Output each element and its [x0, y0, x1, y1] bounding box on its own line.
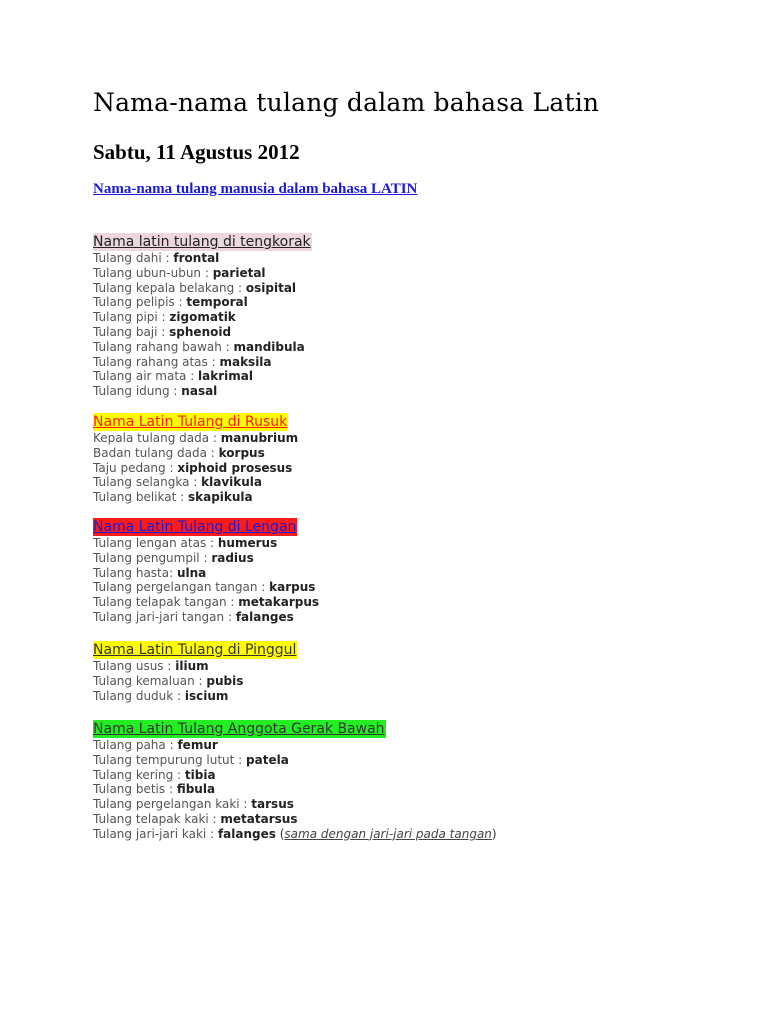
bone-label: Tulang kemaluan : — [93, 673, 207, 688]
bone-label: Tulang pipi : — [93, 310, 170, 325]
bone-label: Tulang pergelangan tangan : — [93, 580, 270, 595]
list-item — [93, 812, 497, 827]
latin-name: parietal — [212, 265, 266, 280]
bone-list — [93, 536, 319, 625]
bone-label: Tulang duduk : — [93, 688, 185, 703]
section-rusuk — [93, 413, 298, 505]
note-text: sama dengan jari-jari pada tangan — [284, 826, 492, 841]
list-item — [93, 595, 319, 610]
heading-text: ama Latin Tulang di Lengan — [103, 519, 297, 535]
bone-label: Tulang jari-jari tangan : — [93, 609, 236, 624]
list-item — [93, 325, 312, 340]
list-item — [93, 536, 319, 551]
page-title: Nama-nama tulang dalam bahasa Latin — [93, 88, 600, 117]
bone-label: Tulang pengumpil : — [93, 550, 212, 565]
bone-label: Tulang jari-jari kaki : — [93, 826, 218, 841]
list-item — [93, 251, 312, 266]
bone-label: Tulang kering : — [93, 767, 185, 782]
list-item — [93, 782, 497, 797]
latin-name: mandibula — [233, 339, 305, 354]
latin-name: sphenoid — [169, 324, 232, 339]
latin-name: ulna — [176, 565, 207, 580]
list-item — [93, 610, 319, 625]
post-date: Sabtu, 11 Agustus 2012 — [93, 140, 300, 164]
latin-name: zigomatik — [169, 310, 236, 325]
list-item — [93, 827, 497, 842]
heading-text: ama Latin Tulang Anggota Gerak Bawah — [103, 721, 385, 737]
list-item — [93, 797, 497, 812]
bone-label: Tulang hasta: — [93, 565, 177, 580]
latin-name: metakarpus — [238, 595, 320, 610]
bone-label: Tulang rahang bawah : — [93, 339, 234, 354]
bone-label: Tulang dahi : — [93, 251, 174, 265]
latin-name: karpus — [269, 580, 316, 595]
latin-name: nasal — [181, 384, 218, 399]
bone-label: Tulang selangka : — [93, 475, 202, 490]
list-item — [93, 566, 319, 581]
bone-label: Tulang belikat : — [93, 490, 188, 505]
latin-name: tibia — [184, 767, 216, 782]
section-heading — [93, 518, 297, 536]
list-item — [93, 310, 312, 325]
list-item — [93, 266, 312, 281]
list-item — [93, 551, 319, 566]
latin-name: pubis — [206, 673, 244, 688]
latin-name: xiphoid prosesus — [177, 460, 293, 475]
latin-name: frontal — [173, 251, 220, 265]
latin-name: manubrium — [220, 431, 299, 445]
bone-label: Tulang baji : — [93, 324, 170, 339]
note-open-paren: ( — [275, 826, 285, 841]
list-item — [93, 490, 298, 505]
bone-label: Tulang air mata : — [93, 369, 199, 384]
bone-label: Tulang rahang atas : — [93, 354, 220, 369]
bone-label: Badan tulang dada : — [93, 445, 219, 460]
bone-label: Tulang usus : — [93, 659, 176, 673]
bone-label: Tulang telapak kaki : — [93, 811, 221, 826]
bone-label: Taju pedang : — [93, 460, 178, 475]
list-item — [93, 446, 298, 461]
latin-name: maksila — [219, 354, 272, 369]
bone-list — [93, 738, 497, 842]
latin-name: ilium — [175, 659, 209, 673]
section-heading — [93, 720, 386, 738]
latin-name: klavikula — [201, 475, 263, 490]
heading-initial: N — [93, 642, 104, 658]
bone-label: Tulang pelipis : — [93, 295, 187, 310]
note-close-paren: ) — [491, 826, 497, 841]
heading-initial: N — [93, 721, 104, 737]
bone-label: Kepala tulang dada : — [93, 431, 221, 445]
latin-name: temporal — [186, 295, 248, 310]
list-item — [93, 355, 312, 370]
bone-label: Tulang telapak tangan : — [93, 595, 239, 610]
bone-label: Tulang idung : — [93, 384, 182, 399]
latin-name: radius — [211, 550, 254, 565]
heading-initial: N — [93, 234, 104, 250]
section-lengan — [93, 518, 319, 625]
heading-text: ama Latin Tulang di Rusuk — [103, 414, 288, 430]
section-tengkorak — [93, 233, 312, 399]
latin-name: tarsus — [251, 797, 294, 812]
bone-label: Tulang paha : — [93, 738, 178, 752]
bone-list — [93, 251, 312, 399]
list-item — [93, 340, 312, 355]
bone-label: Tulang betis : — [93, 782, 177, 797]
latin-name: falanges — [217, 826, 276, 841]
list-item — [93, 384, 312, 399]
list-item — [93, 674, 297, 689]
latin-name: lakrimal — [198, 369, 253, 384]
list-item — [93, 281, 312, 296]
section-heading — [93, 413, 288, 431]
latin-name: humerus — [217, 536, 278, 550]
list-item — [93, 689, 297, 704]
latin-name: metatarsus — [220, 811, 298, 826]
latin-name: fibula — [176, 782, 216, 797]
list-item — [93, 475, 298, 490]
heading-text: ama Latin Tulang di Pinggul — [103, 642, 297, 658]
latin-name: osipital — [245, 280, 297, 295]
bone-label: Tulang tempurung lutut : — [93, 752, 247, 767]
heading-initial: N — [93, 519, 104, 535]
latin-name: korpus — [218, 445, 265, 460]
list-item — [93, 431, 298, 446]
list-item — [93, 295, 312, 310]
latin-name: iscium — [184, 688, 229, 703]
bone-label: Tulang ubun-ubun : — [93, 265, 213, 280]
bone-label: Tulang kepala belakang : — [93, 280, 246, 295]
bone-list — [93, 431, 298, 505]
bone-label: Tulang lengan atas : — [93, 536, 218, 550]
bone-list — [93, 659, 297, 703]
list-item — [93, 461, 298, 476]
list-item — [93, 580, 319, 595]
article-link[interactable]: Nama-nama tulang manusia dalam bahasa LATIN — [93, 181, 418, 197]
list-item — [93, 753, 497, 768]
section-heading — [93, 641, 297, 659]
bone-label: Tulang pergelangan kaki : — [93, 797, 252, 812]
heading-initial: N — [93, 414, 104, 430]
section-gerak-bawah — [93, 720, 497, 842]
list-item — [93, 738, 497, 753]
latin-name: skapikula — [187, 490, 253, 505]
section-heading — [93, 233, 312, 251]
list-item — [93, 369, 312, 384]
list-item — [93, 768, 497, 783]
latin-name: femur — [177, 738, 218, 752]
latin-name: patela — [246, 752, 289, 767]
list-item — [93, 659, 297, 674]
latin-name: falanges — [235, 609, 294, 624]
section-pinggul — [93, 641, 297, 703]
heading-text: ama latin tulang di tengkorak — [103, 234, 311, 250]
